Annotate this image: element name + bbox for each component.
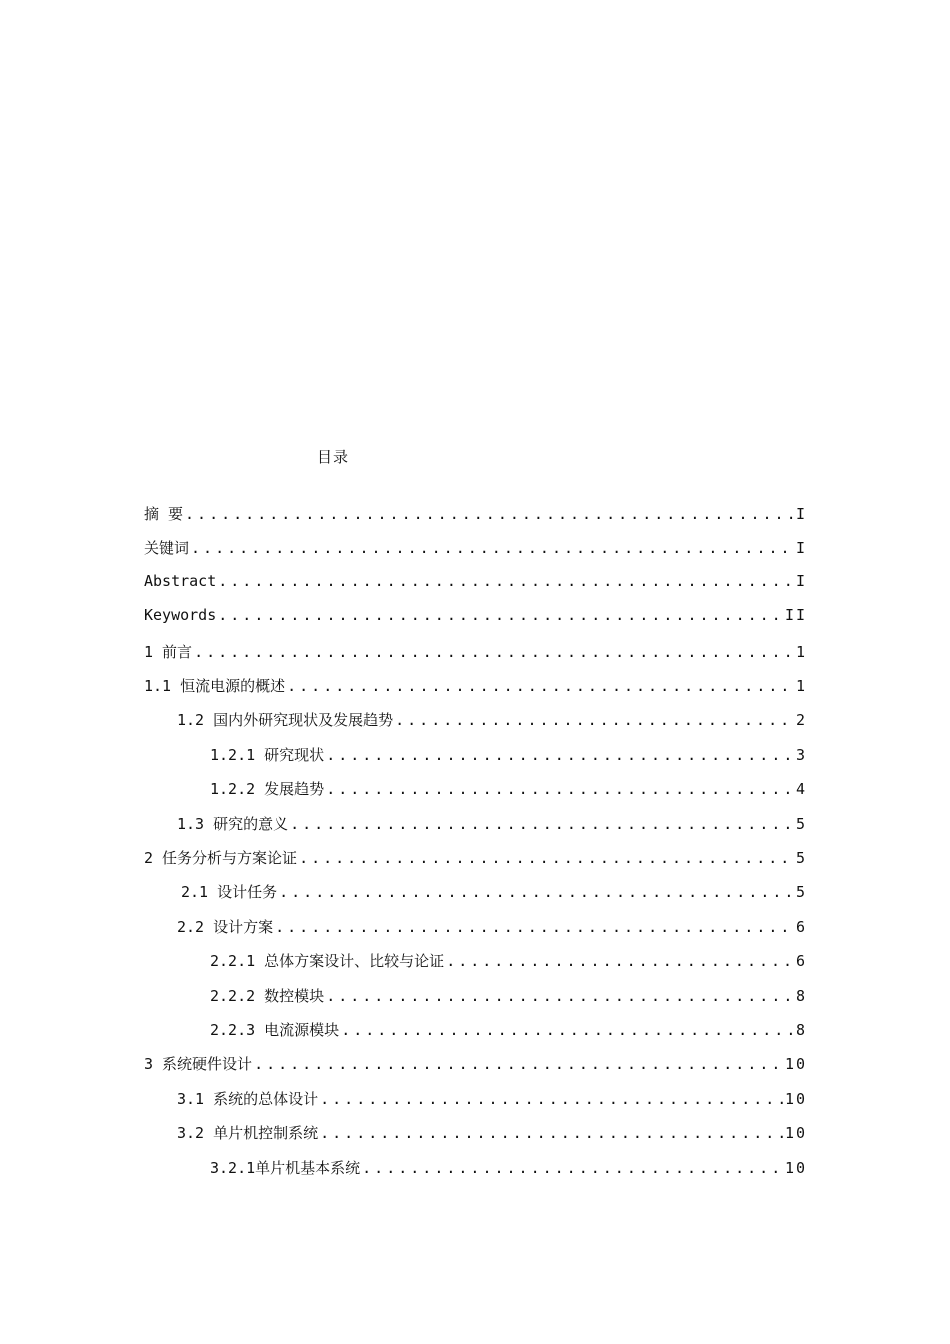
- toc-entry-page: 10: [784, 1158, 807, 1177]
- toc-entry-page: 6: [795, 952, 807, 971]
- toc-entry[interactable]: [144, 641, 807, 671]
- toc-entry-page: I: [795, 505, 807, 523]
- toc-dot-leader: [299, 849, 794, 867]
- toc-entry[interactable]: [210, 985, 807, 1015]
- toc-entry-label: 3.2.1单片机基本系统: [210, 1158, 361, 1177]
- toc-entry-label: 3.2 单片机控制系统: [177, 1124, 319, 1143]
- toc-dot-leader: [287, 677, 794, 695]
- toc-dot-leader: [254, 1055, 783, 1073]
- toc-dot-leader: [218, 606, 783, 624]
- toc-entry[interactable]: [177, 1088, 807, 1118]
- toc-entry-label: 2 任务分析与方案论证: [144, 849, 298, 867]
- toc-entry-label: 2.2 设计方案: [177, 917, 274, 936]
- toc-dot-leader: [290, 815, 794, 833]
- toc-entry[interactable]: [210, 744, 807, 774]
- toc-entry-page: 1: [795, 642, 807, 661]
- toc-entry-page: 10: [784, 1124, 807, 1143]
- toc-dot-leader: [326, 780, 794, 798]
- toc-dot-leader: [218, 572, 794, 590]
- toc-entry-page: 6: [795, 917, 807, 936]
- toc-dot-leader: [320, 1124, 783, 1142]
- toc-dot-leader: [279, 883, 794, 901]
- toc-dot-leader: [191, 539, 794, 557]
- toc-entry-label: 2.2.3 电流源模块: [210, 1021, 340, 1039]
- toc-entry[interactable]: [144, 537, 807, 567]
- toc-entry-page: 5: [795, 814, 807, 833]
- toc-entry-label: 1.1 恒流电源的概述: [144, 677, 286, 695]
- toc-entry-page: 4: [795, 780, 807, 799]
- toc-entry[interactable]: [144, 606, 807, 636]
- toc-dot-leader: [275, 918, 794, 936]
- toc-entry-page: 2: [795, 711, 807, 730]
- toc-entry-page: I: [795, 539, 807, 558]
- toc-entry-page: 8: [795, 1021, 807, 1039]
- toc-entry[interactable]: [144, 1053, 807, 1083]
- toc-entry-label: 2.2.2 数控模块: [210, 986, 325, 1005]
- toc-entry[interactable]: [181, 881, 807, 911]
- toc-entry-label: 1.3 研究的意义: [177, 814, 289, 833]
- toc-entry[interactable]: [177, 709, 807, 739]
- toc-entry[interactable]: [210, 950, 807, 980]
- toc-entry-label: 1.2.2 发展趋势: [210, 780, 325, 799]
- toc-entry[interactable]: [210, 778, 807, 808]
- toc-entry-label: Keywords: [144, 606, 217, 625]
- toc-entry[interactable]: [144, 675, 807, 705]
- toc-dot-leader: [194, 643, 794, 661]
- toc-entry[interactable]: [210, 1019, 807, 1049]
- toc-dot-leader: [185, 505, 794, 523]
- toc-entry-page: 5: [795, 849, 807, 867]
- toc-dot-leader: [320, 1090, 783, 1108]
- toc-entry[interactable]: [210, 1157, 807, 1187]
- toc-entry-label: 关键词: [144, 539, 190, 558]
- toc-entry[interactable]: [144, 847, 807, 877]
- toc-entry-label: 3.1 系统的总体设计: [177, 1089, 319, 1108]
- toc-entry[interactable]: [144, 572, 807, 602]
- toc-entry-page: 3: [795, 745, 807, 764]
- toc-entry[interactable]: [177, 916, 807, 946]
- toc-dot-leader: [326, 987, 794, 1005]
- toc-entry-label: 1.2.1 研究现状: [210, 745, 325, 764]
- toc-entry-page: 10: [784, 1055, 807, 1074]
- toc-entry-label: 1 前言: [144, 642, 193, 661]
- toc-dot-leader: [395, 711, 794, 729]
- toc-entry-page: 8: [795, 986, 807, 1005]
- toc-entry[interactable]: [177, 1122, 807, 1152]
- toc-entry[interactable]: [144, 503, 807, 533]
- toc-entry-page: II: [784, 606, 807, 625]
- toc-entry-label: 摘 要: [144, 505, 184, 523]
- toc-entry-label: 2.2.1 总体方案设计、比较与论证: [210, 952, 445, 971]
- toc-dot-leader: [326, 746, 794, 764]
- toc-entry-label: 1.2 国内外研究现状及发展趋势: [177, 711, 394, 730]
- toc-entry-label: 3 系统硬件设计: [144, 1055, 253, 1074]
- toc-entry-label: Abstract: [144, 571, 217, 590]
- toc-dot-leader: [446, 952, 794, 970]
- toc-title: 目录: [316, 448, 349, 466]
- toc-dot-leader: [341, 1021, 794, 1039]
- toc-entry-page: I: [795, 571, 807, 590]
- toc-entry-page: 5: [795, 883, 807, 902]
- toc-entry-label: 2.1 设计任务: [181, 883, 278, 902]
- toc-entry[interactable]: [177, 813, 807, 843]
- toc-dot-leader: [362, 1159, 783, 1177]
- toc-entry-page: 1: [795, 677, 807, 695]
- toc-entry-page: 10: [784, 1089, 807, 1108]
